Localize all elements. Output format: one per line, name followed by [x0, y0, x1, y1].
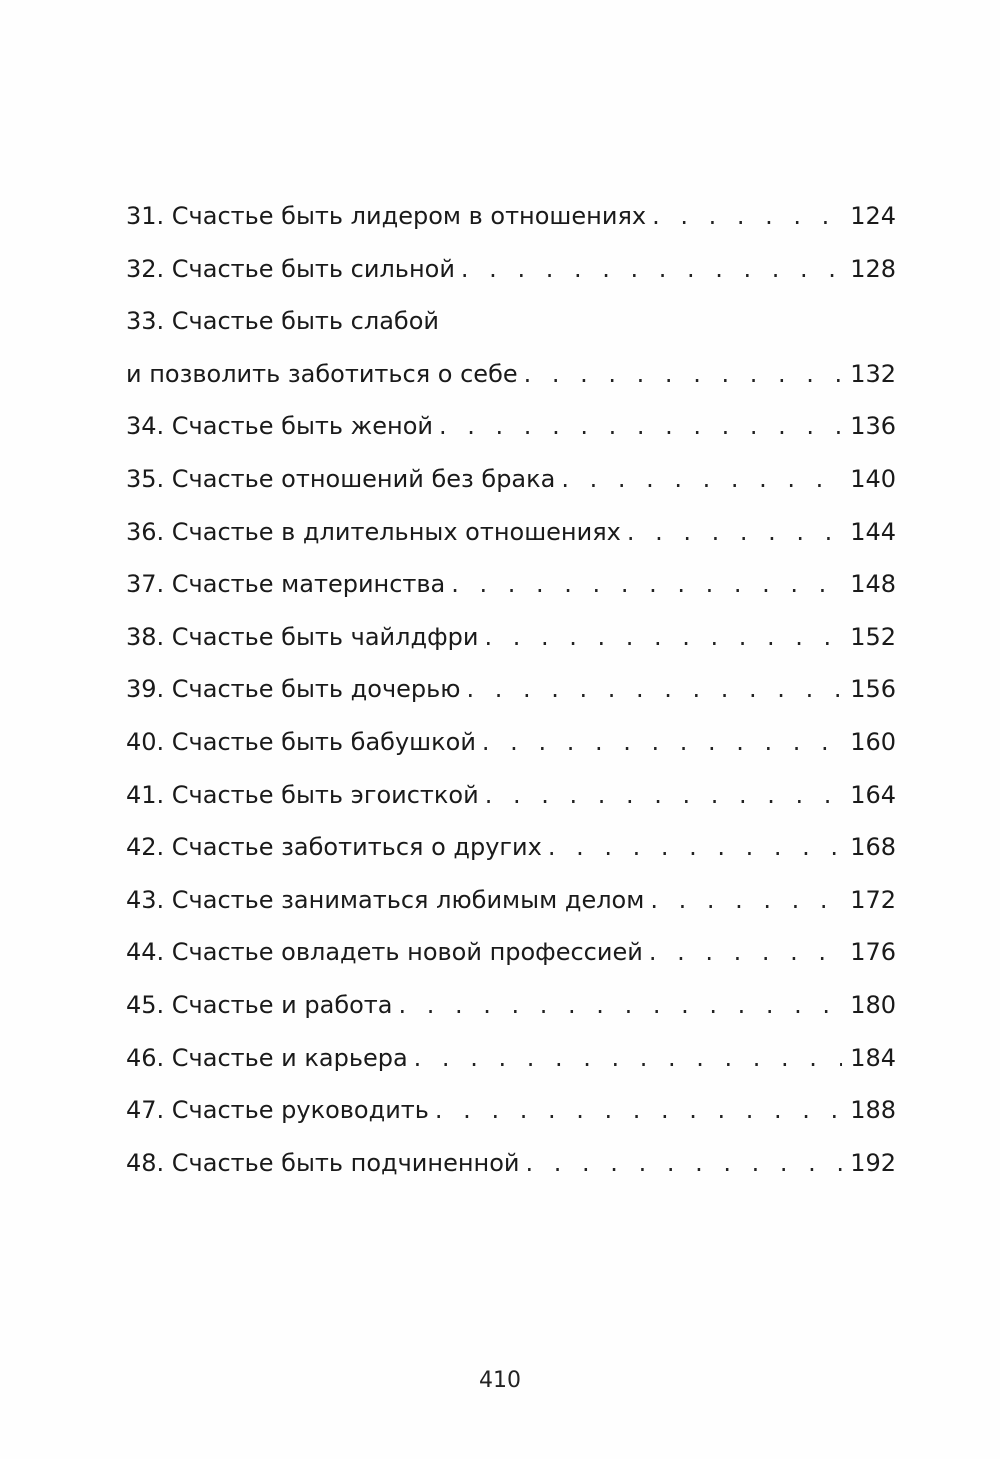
toc-entry-page: 176: [850, 938, 896, 967]
toc-entry-title: 31. Счастье быть лидером в отношениях: [126, 202, 647, 230]
toc-entry-page: 124: [850, 202, 896, 230]
toc-entry: [126, 295, 896, 348]
toc-entry: [126, 926, 896, 979]
toc-entry: [126, 1032, 896, 1085]
toc-entry-title: и позволить заботиться о себе: [126, 359, 518, 388]
toc-entry-page: 192: [850, 1148, 896, 1177]
toc-dot-leader: [485, 769, 842, 822]
toc-entry-title: 42. Счастье заботиться о других: [126, 833, 542, 862]
toc-dot-leader: [414, 1032, 842, 1085]
toc-entry-title: 32. Счастье быть сильной: [126, 254, 455, 283]
toc-entry-title: 34. Счастье быть женой: [126, 412, 434, 441]
toc-entry: [126, 979, 896, 1032]
toc-entry: [126, 506, 896, 559]
toc-entry: [126, 243, 896, 296]
toc-dot-leader: [627, 506, 842, 559]
toc-entry: [126, 348, 896, 401]
toc-entry-title: 41. Счастье быть эгоисткой: [126, 780, 479, 809]
toc-entry-page: 140: [850, 464, 896, 493]
toc-entry: [126, 558, 896, 611]
toc-dot-leader: [439, 400, 842, 453]
toc-entry-title: 43. Счастье заниматься любимым делом: [126, 885, 645, 914]
toc-dot-leader: [652, 190, 842, 243]
toc-dot-leader: [649, 926, 842, 979]
toc-entry: [126, 453, 896, 506]
toc-entry-page: 160: [850, 727, 896, 756]
table-of-contents: [126, 190, 896, 1189]
toc-entry: [126, 400, 896, 453]
toc-entry-page: 152: [850, 622, 896, 651]
toc-entry-title: 35. Счастье отношений без брака: [126, 464, 556, 493]
toc-entry-title: 39. Счастье быть дочерью: [126, 675, 461, 704]
toc-dot-leader: [650, 874, 842, 927]
toc-dot-leader: [548, 821, 842, 874]
toc-dot-leader: [461, 243, 842, 296]
toc-dot-leader: [526, 1137, 842, 1190]
toc-entry-title: 44. Счастье овладеть новой профессией: [126, 938, 643, 967]
toc-entry: [126, 769, 896, 822]
toc-entry: [126, 190, 896, 243]
toc-entry-page: 156: [850, 675, 896, 704]
toc-entry-page: 188: [850, 1096, 896, 1125]
toc-entry-title: 38. Счастье быть чайлдфри: [126, 622, 479, 651]
toc-entry-title: 45. Счастье и работа: [126, 990, 393, 1019]
toc-entry-title: 36. Счастье в длительных отношениях: [126, 517, 621, 546]
toc-entry: [126, 716, 896, 769]
toc-entry: [126, 663, 896, 716]
toc-entry-page: 180: [850, 990, 896, 1019]
toc-entry-page: 136: [850, 412, 896, 441]
toc-entry-page: 164: [850, 780, 896, 809]
toc-entry-page: 144: [850, 517, 896, 546]
toc-dot-leader: [482, 716, 842, 769]
toc-entry-title: 46. Счастье и карьера: [126, 1043, 408, 1072]
toc-entry-page: 148: [850, 570, 896, 599]
toc-dot-leader: [561, 453, 842, 506]
toc-entry: [126, 611, 896, 664]
toc-entry-page: 128: [850, 254, 896, 283]
toc-entry: [126, 821, 896, 874]
toc-entry-title: 37. Счастье материнства: [126, 570, 446, 599]
toc-dot-leader: [524, 348, 842, 401]
toc-entry-page: 168: [850, 833, 896, 862]
toc-entry: [126, 1084, 896, 1137]
toc-entry-page: 172: [850, 885, 896, 914]
toc-dot-leader: [466, 663, 842, 716]
toc-entry-page: 184: [850, 1043, 896, 1072]
toc-entry-page: 132: [850, 359, 896, 388]
toc-entry-title: 33. Счастье быть слабой: [126, 307, 439, 336]
toc-entry-title: 40. Счастье быть бабушкой: [126, 727, 476, 756]
toc-entry: [126, 874, 896, 927]
toc-entry-title: 47. Счастье руководить: [126, 1096, 429, 1125]
toc-entry: [126, 1137, 896, 1190]
toc-dot-leader: [451, 558, 842, 611]
toc-entry-title: 48. Счастье быть подчиненной: [126, 1148, 520, 1177]
toc-dot-leader: [399, 979, 843, 1032]
toc-dot-leader: [484, 611, 842, 664]
page-number: 410: [479, 1368, 521, 1393]
toc-dot-leader: [435, 1084, 842, 1137]
